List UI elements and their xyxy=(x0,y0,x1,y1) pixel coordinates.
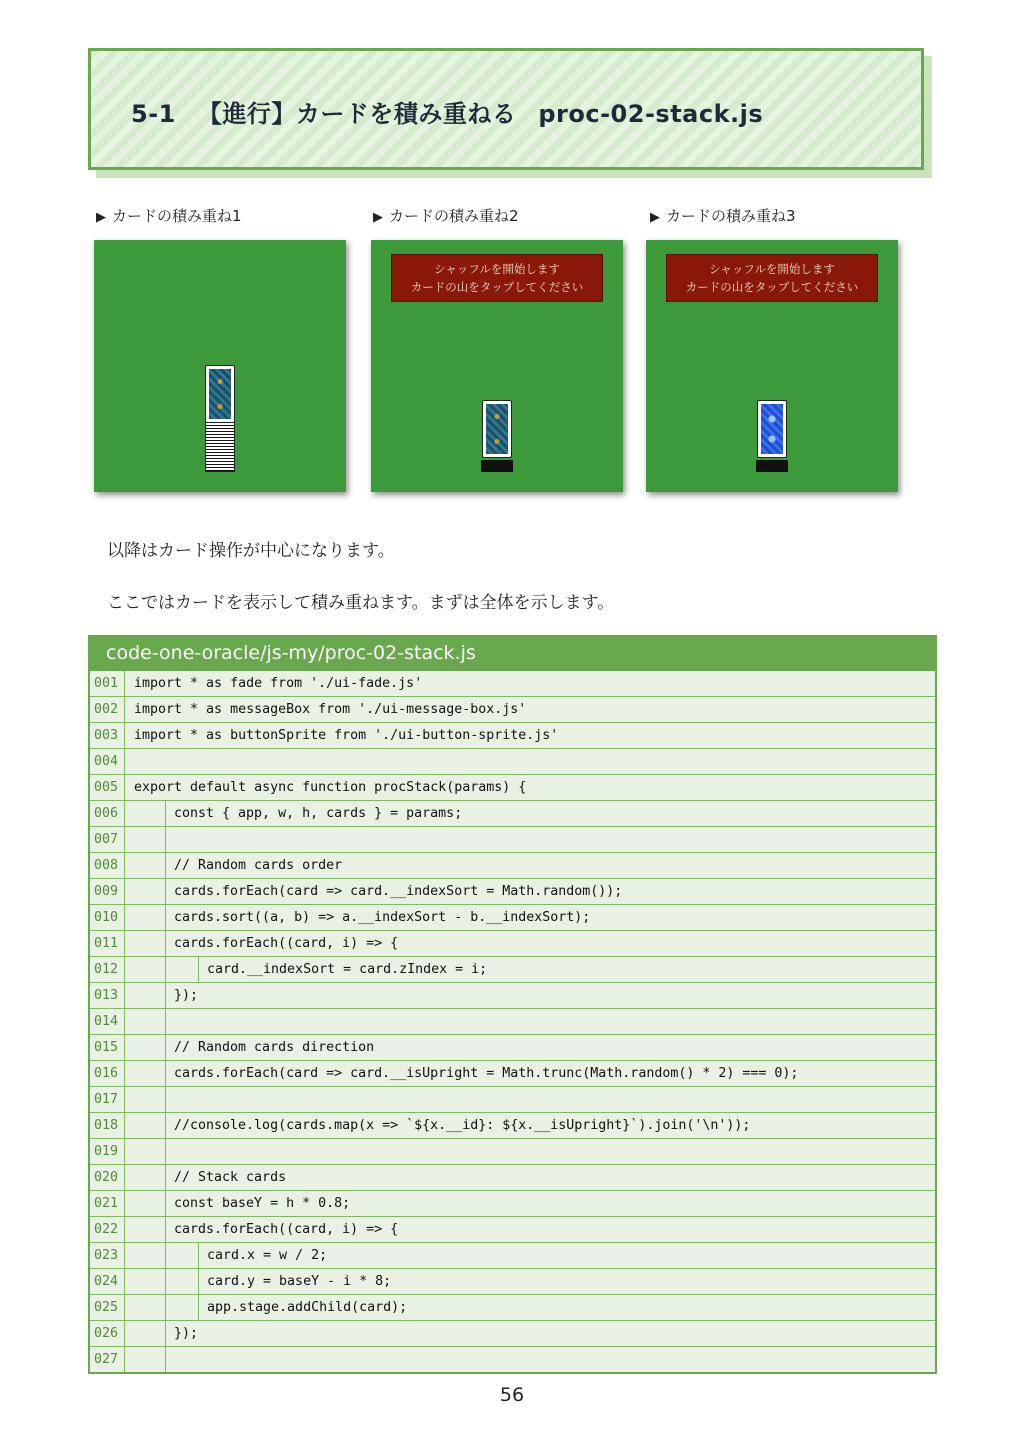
line-number: 002 xyxy=(90,697,125,722)
code-line xyxy=(90,1269,935,1295)
line-number: 010 xyxy=(90,905,125,930)
code-line xyxy=(90,905,935,931)
code-text: app.stage.addChild(card); xyxy=(207,1300,408,1315)
card-back-blue[interactable] xyxy=(757,400,787,458)
code-listing xyxy=(88,635,937,1374)
section-file: proc-02-stack.js xyxy=(538,100,764,128)
line-number: 014 xyxy=(90,1009,125,1034)
page-number: 56 xyxy=(499,1384,525,1406)
card-stack-base xyxy=(481,460,513,472)
code-text xyxy=(125,749,134,774)
message-box xyxy=(391,254,603,302)
line-number: 016 xyxy=(90,1061,125,1086)
indent-guide xyxy=(125,1165,166,1190)
indent-guide xyxy=(166,1243,199,1268)
line-number: 007 xyxy=(90,827,125,852)
code-line xyxy=(90,1243,935,1269)
line-number: 005 xyxy=(90,775,125,800)
card-stack-edges xyxy=(205,420,235,472)
message-line-1: シャッフルを開始します xyxy=(709,262,835,276)
section-number: 5-1 xyxy=(131,100,176,128)
line-number: 020 xyxy=(90,1165,125,1190)
code-text xyxy=(166,1139,174,1164)
code-text: cards.forEach((card, i) => { xyxy=(174,1222,399,1237)
section-title-box xyxy=(88,48,924,170)
code-line xyxy=(90,879,935,905)
screenshot-caption-1: ▶ カードの積み重ね1 xyxy=(96,207,242,225)
code-line xyxy=(90,723,935,749)
code-text: // Random cards order xyxy=(174,858,343,873)
indent-guide xyxy=(125,1139,166,1164)
line-number: 008 xyxy=(90,853,125,878)
screenshot-caption-2: ▶ カードの積み重ね2 xyxy=(373,207,519,225)
triangle-bullet-icon: ▶ xyxy=(373,210,383,225)
screenshot-caption-3: ▶ カードの積み重ね3 xyxy=(650,207,796,225)
line-number: 021 xyxy=(90,1191,125,1216)
line-number: 012 xyxy=(90,957,125,982)
line-number: 001 xyxy=(90,671,125,696)
code-text: card.x = w / 2; xyxy=(207,1248,328,1263)
triangle-bullet-icon: ▶ xyxy=(650,210,660,225)
code-text: // Stack cards xyxy=(174,1170,287,1185)
code-text: import * as fade from './ui-fade.js' xyxy=(134,676,423,691)
code-line xyxy=(90,801,935,827)
code-text: //console.log(cards.map(x => `${x.__id}: ${x.__isUpright}`).join('\n')); xyxy=(174,1118,751,1133)
code-line xyxy=(90,931,935,957)
code-text: const baseY = h * 0.8; xyxy=(174,1196,351,1211)
code-text: cards.sort((a, b) => a.__indexSort - b.__indexSort); xyxy=(174,910,591,925)
indent-guide xyxy=(166,957,199,982)
indent-guide xyxy=(125,1035,166,1060)
code-body xyxy=(90,671,935,1372)
line-number: 025 xyxy=(90,1295,125,1320)
code-text: export default async function procStack(params) { xyxy=(134,780,527,795)
indent-guide xyxy=(125,1113,166,1138)
code-line xyxy=(90,1321,935,1347)
section-title xyxy=(131,94,763,129)
code-text xyxy=(166,1347,174,1372)
line-number: 013 xyxy=(90,983,125,1008)
code-text: // Random cards direction xyxy=(174,1040,375,1055)
code-line xyxy=(90,1035,935,1061)
message-line-2: カードの山をタップしてください xyxy=(685,280,859,294)
line-number: 015 xyxy=(90,1035,125,1060)
code-line xyxy=(90,775,935,801)
code-text: cards.forEach(card => card.__indexSort = Math.random()); xyxy=(174,884,623,899)
line-number: 009 xyxy=(90,879,125,904)
line-number: 027 xyxy=(90,1347,125,1372)
indent-guide xyxy=(125,983,166,1008)
screenshot-stack-3 xyxy=(646,240,898,492)
line-number: 011 xyxy=(90,931,125,956)
code-text: card.y = baseY - i * 8; xyxy=(207,1274,392,1289)
code-line xyxy=(90,749,935,775)
indent-guide xyxy=(125,827,166,852)
code-text: }); xyxy=(174,1326,199,1341)
indent-guide xyxy=(125,1295,166,1320)
indent-guide xyxy=(125,1087,166,1112)
line-number: 003 xyxy=(90,723,125,748)
line-number: 006 xyxy=(90,801,125,826)
code-text: cards.forEach(card => card.__isUpright = Math.trunc(Math.random() * 2) === 0); xyxy=(174,1066,799,1081)
code-line xyxy=(90,1295,935,1321)
indent-guide xyxy=(125,1243,166,1268)
code-text: import * as messageBox from './ui-message-box.js' xyxy=(134,702,527,717)
line-number: 019 xyxy=(90,1139,125,1164)
code-line xyxy=(90,671,935,697)
indent-guide xyxy=(125,931,166,956)
code-file-path: code-one-oracle/js-my/proc-02-stack.js xyxy=(88,635,937,671)
code-line xyxy=(90,957,935,983)
indent-guide xyxy=(125,853,166,878)
code-text xyxy=(166,1087,174,1112)
message-line-1: シャッフルを開始します xyxy=(434,262,560,276)
screenshot-stack-2 xyxy=(371,240,623,492)
indent-guide xyxy=(125,1061,166,1086)
code-line xyxy=(90,1165,935,1191)
line-number: 017 xyxy=(90,1087,125,1112)
line-number: 018 xyxy=(90,1113,125,1138)
code-line xyxy=(90,827,935,853)
code-line xyxy=(90,697,935,723)
code-text: card.__indexSort = card.zIndex = i; xyxy=(207,962,488,977)
screenshot-stack-1 xyxy=(94,240,346,492)
code-line xyxy=(90,1113,935,1139)
line-number: 024 xyxy=(90,1269,125,1294)
code-line xyxy=(90,1217,935,1243)
code-text: import * as buttonSprite from './ui-button-sprite.js' xyxy=(134,728,559,743)
code-text: cards.forEach((card, i) => { xyxy=(174,936,399,951)
code-text xyxy=(166,827,174,852)
card-back-teal xyxy=(205,365,235,423)
indent-guide xyxy=(125,1321,166,1346)
line-number: 026 xyxy=(90,1321,125,1346)
line-number: 023 xyxy=(90,1243,125,1268)
code-line xyxy=(90,1347,935,1372)
code-text: }); xyxy=(174,988,199,1003)
indent-guide xyxy=(125,1191,166,1216)
card-back-teal[interactable] xyxy=(482,400,512,458)
message-line-2: カードの山をタップしてください xyxy=(410,280,584,294)
indent-guide xyxy=(125,1269,166,1294)
indent-guide xyxy=(125,1347,166,1372)
indent-guide xyxy=(125,957,166,982)
paragraph-1: 以降はカード操作が中心になります。 xyxy=(107,541,395,561)
line-number: 022 xyxy=(90,1217,125,1242)
indent-guide xyxy=(125,905,166,930)
code-line xyxy=(90,1087,935,1113)
indent-guide xyxy=(125,1217,166,1242)
indent-guide xyxy=(125,801,166,826)
code-text xyxy=(166,1009,174,1034)
card-stack-base xyxy=(756,460,788,472)
code-line xyxy=(90,1139,935,1165)
line-number: 004 xyxy=(90,749,125,774)
paragraph-2: ここではカードを表示して積み重ねます。まずは全体を示します。 xyxy=(107,593,615,613)
code-line xyxy=(90,853,935,879)
code-line xyxy=(90,1009,935,1035)
indent-guide xyxy=(125,1009,166,1034)
code-line xyxy=(90,1061,935,1087)
code-line xyxy=(90,1191,935,1217)
triangle-bullet-icon: ▶ xyxy=(96,210,106,225)
indent-guide xyxy=(166,1269,199,1294)
section-heading: 【進行】カードを積み重ねる xyxy=(197,100,517,128)
code-line xyxy=(90,983,935,1009)
code-text: const { app, w, h, cards } = params; xyxy=(174,806,463,821)
indent-guide xyxy=(125,879,166,904)
message-box xyxy=(666,254,878,302)
indent-guide xyxy=(166,1295,199,1320)
